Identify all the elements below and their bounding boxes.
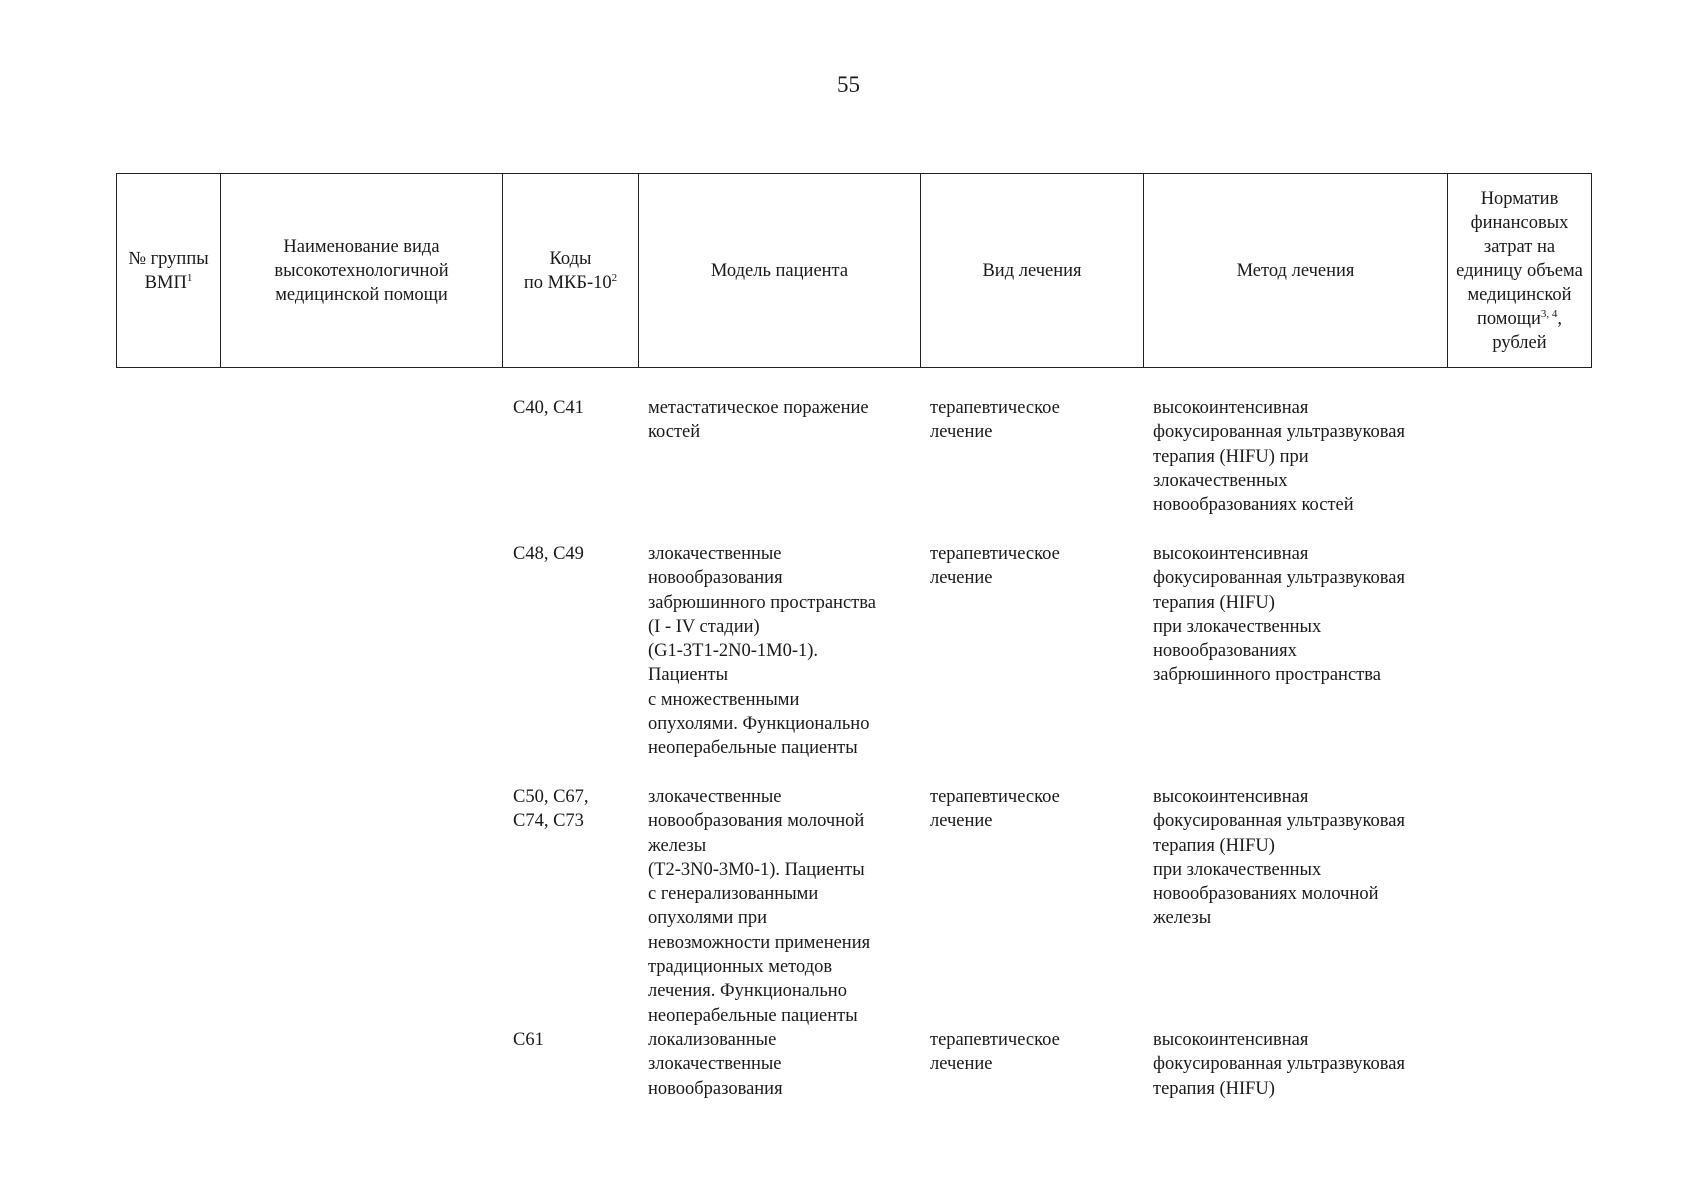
header-treatment-type: Вид лечения: [921, 174, 1144, 367]
row-1-method: высокоинтенсивная фокусированная ультразвуковая терапия (HIFU) при злокачественных новообразованиях костей: [1153, 398, 1406, 516]
header-care-type: Наименование вида высокотехнологичной медицинской помощи: [221, 174, 503, 367]
row-1-codes: C40, C41: [513, 398, 584, 418]
row-1-model: метастатическое поражение костей: [648, 398, 869, 443]
page-number: 55: [837, 72, 860, 97]
row-3-model: злокачественные новообразования молочной железы (T2-3N0-3M0-1). Пациенты с генерализованными опухолями при невозможности применения традиционных методов лечения. Функционально неоперабельные пациенты: [648, 787, 871, 1026]
header-normative: Норматив финансовых затрат на единицу объема медицинской помощи$^{3, 4}$, рублей: [1456, 188, 1583, 353]
header-treatment-method: Метод лечения: [1144, 174, 1448, 367]
row-2-model: злокачественные новообразования забрюшинного пространства (I - IV стадии) (G1-3T1-2N0-1M0-1). Пациенты с множественными опухолями. Функционально неоперабельные пациенты: [648, 544, 876, 759]
header-icd-codes: Коды по МКБ-$10^2$: [503, 174, 639, 367]
row-3-codes: C50, C67, C74, C73: [513, 787, 589, 832]
row-4-treatment: терапевтическое лечение: [930, 1030, 1060, 1075]
row-4-codes: C61: [513, 1030, 544, 1050]
header-group-no: № группы ВМП$^1$: [117, 174, 221, 367]
row-4-method: высокоинтенсивная фокусированная ультразвуковая терапия (HIFU): [1153, 1030, 1406, 1099]
row-2-codes: C48, C49: [513, 544, 584, 564]
row-2-method: высокоинтенсивная фокусированная ультразвуковая терапия (HIFU) при злокачественных новообразованиях забрюшинного пространства: [1153, 544, 1406, 686]
row-3-treatment: терапевтическое лечение: [930, 787, 1060, 832]
row-4-model: локализованные злокачественные новообразования: [648, 1030, 783, 1099]
row-2-treatment: терапевтическое лечение: [930, 544, 1060, 589]
row-3-method: высокоинтенсивная фокусированная ультразвуковая терапия (HIFU) при злокачественных новообразованиях молочной железы: [1153, 787, 1406, 929]
table-header: [116, 173, 1592, 368]
row-1-treatment: терапевтическое лечение: [930, 398, 1060, 443]
header-patient-model: Модель пациента: [639, 174, 921, 367]
